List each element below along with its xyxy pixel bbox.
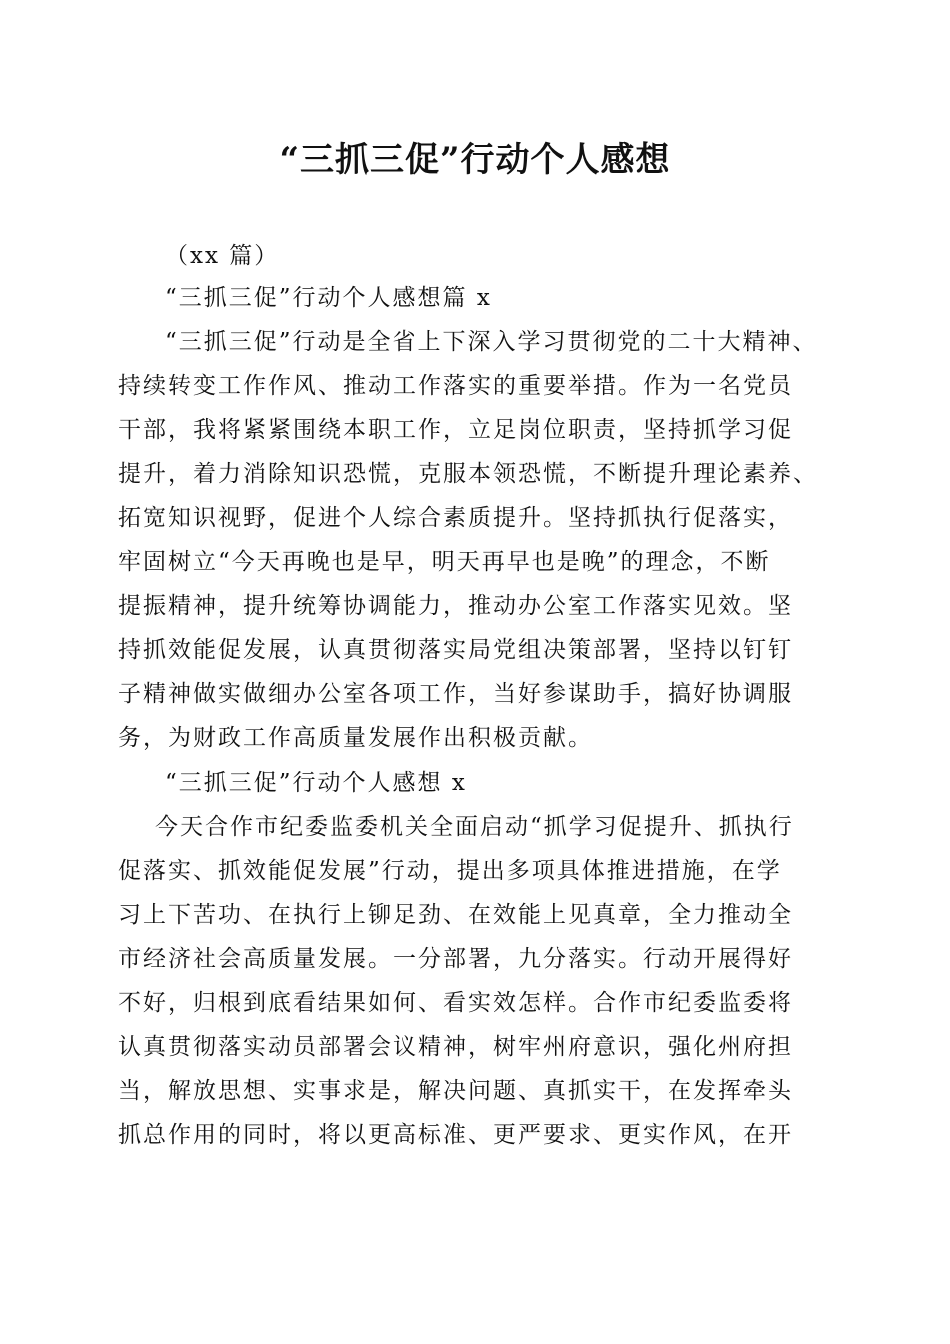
section1-line: 牢固树立“今天再晚也是早，明天再早也是晚”的理念，不断 (118, 549, 771, 575)
section2-line: 促落实、抓效能促发展”行动，提出多项具体推进措施，在学 (118, 858, 782, 884)
section2-line: 习上下苦功、在执行上铆足劲、在效能上见真章，全力推动全 (118, 902, 793, 928)
count-note: （xx 篇） (165, 243, 280, 269)
section2-line: 今天合作市纪委监委机关全面启动“抓学习促提升、抓执行 (155, 814, 794, 840)
section2-line: 当，解放思想、实事求是，解决问题、真抓实干，在发挥牵头 (118, 1078, 793, 1104)
section2-heading: “三抓三促”行动个人感想 x (165, 770, 467, 796)
section1-line: 务，为财政工作高质量发展作出积极贡献。 (118, 725, 593, 751)
section2-line: 认真贯彻落实动员部署会议精神，树牢州府意识，强化州府担 (118, 1034, 793, 1060)
section2-line: 不好，归根到底看结果如何、看实效怎样。合作市纪委监委将 (118, 990, 793, 1016)
section1-line: 子精神做实做细办公室各项工作，当好参谋助手，搞好协调服 (118, 681, 793, 707)
section2-line: 市经济社会高质量发展。一分部署，九分落实。行动开展得好 (118, 946, 793, 972)
section1-line: “三抓三促”行动是全省上下深入学习贯彻党的二十大精神、 (165, 329, 818, 355)
document-title: “三抓三促”行动个人感想 (279, 140, 671, 180)
section1-heading: “三抓三促”行动个人感想篇 x (165, 285, 492, 311)
section1-line: 持抓效能促发展，认真贯彻落实局党组决策部署，坚持以钉钉 (118, 637, 793, 663)
section2-line: 抓总作用的同时，将以更高标准、更严要求、更实作风，在开 (118, 1122, 793, 1148)
section1-line: 提升，着力消除知识恐慌，克服本领恐慌，不断提升理论素养、 (118, 461, 818, 487)
section1-line: 提振精神，提升统筹协调能力，推动办公室工作落实见效。坚 (118, 593, 793, 619)
section1-line: 干部，我将紧紧围绕本职工作，立足岗位职责，坚持抓学习促 (118, 417, 793, 443)
section1-line: 拓宽知识视野，促进个人综合素质提升。坚持抓执行促落实， (118, 505, 793, 531)
section1-line: 持续转变工作作风、推动工作落实的重要举措。作为一名党员 (118, 373, 793, 399)
